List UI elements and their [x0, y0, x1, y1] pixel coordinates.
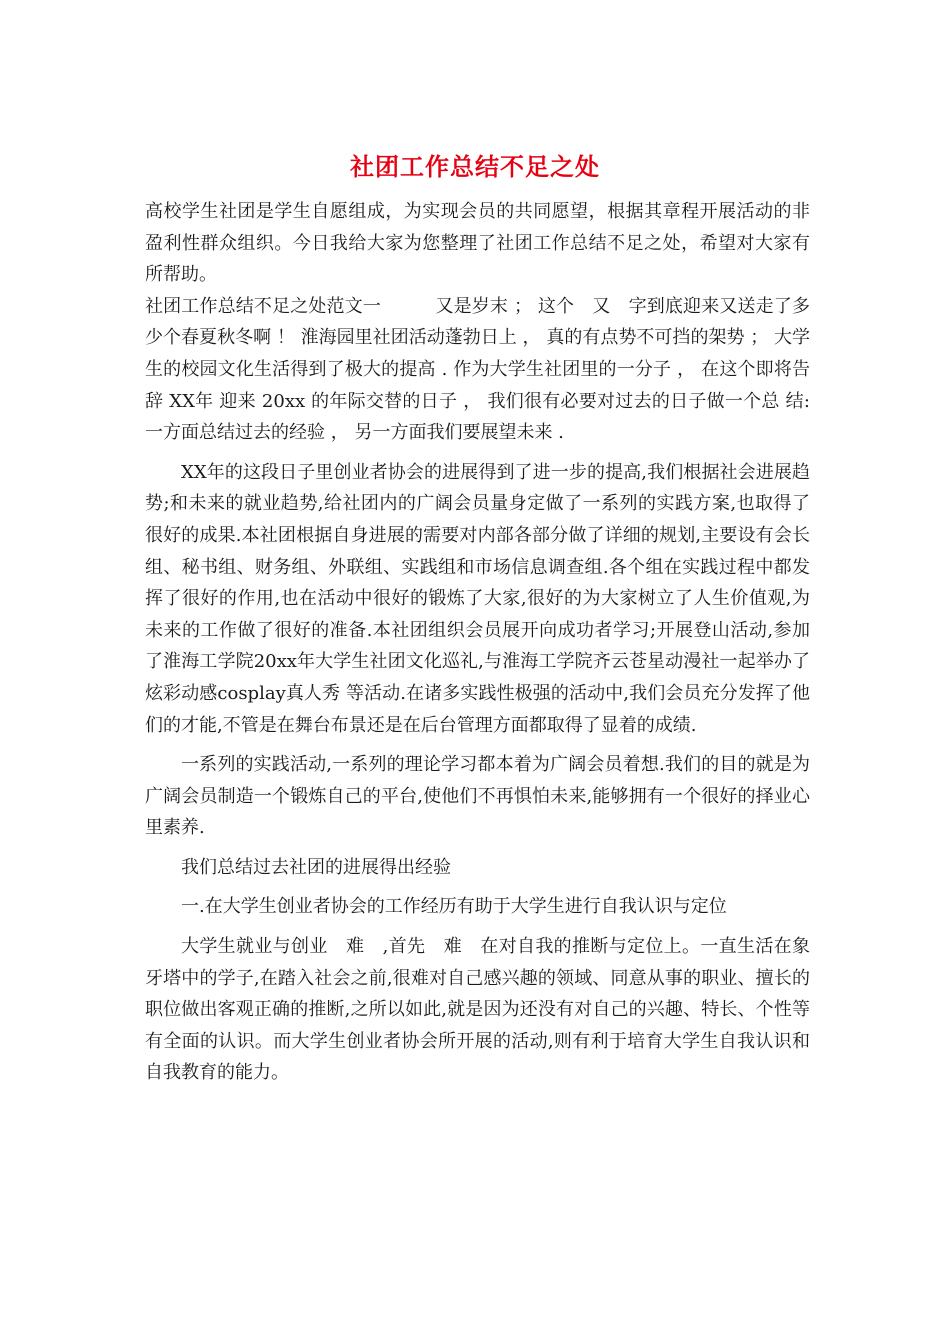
self-recognition-paragraph: 大学生就业与创业 难 ,首先 难 在对自我的推断与定位上。一直生活在象牙塔中的学子,在踏入社会之前,很难对自己感兴趣的领域、同意从事的职业、擅长的职位做出客观正确的推断,之所以如此,就是因为还没有对自己的兴趣、特长、个性等有全面的认识。而大学生创业者协会所开展的活动,则有利于培育大学生自我认识和自我教育的能力。: [145, 936, 810, 1084]
point-one-heading: 一.在大学生创业者协会的工作经历有助于大学生进行自我认识与定位: [181, 896, 727, 918]
sample-one-paragraph: 社团工作总结不足之处范文一 又是岁末 ； 这个 又 字到底迎来又送走了多少个春夏秋冬啊 ！ 淮海园里社团活动蓬勃日上 ， 真的有点势不可挡的架势 ； 大学生的校园文化生活得到了极大的提高 . 作为大学生社团里的一分子 ， 在这个即将告辞 XX年 迎来 20xx 的年际交替的日子 ， 我们很有必要对过去的日子做一个总 结: 一方面总结过去的经验 ， 另一方面我们要展望未来 .: [145, 295, 810, 444]
purpose-paragraph: 一系列的实践活动,一系列的理论学习都本着为广阔会员着想.我们的目的就是为广阔会员制造一个锻炼自己的平台,使他们不再惧怕未来,能够拥有一个很好的择业心里素养.: [145, 754, 810, 839]
document-body: [145, 196, 810, 1089]
achievements-paragraph: XX年的这段日子里创业者协会的进展得到了进一步的提高,我们根据社会进展趋势;和未来的就业趋势,给社团内的广阔会员量身定做了一系列的实践方案,也取得了很好的成果.本社团根据自身进展的需要对内部各部分做了详细的规划,主要设有会长组、秘书组、财务组、外联组、实践组和市场信息调查组.各个组在实践过程中都发挥了很好的作用,也在活动中很好的锻炼了大家,很好的为大家树立了人生价值观,为未来的工作做了很好的准备.本社团组织会员展开向成功者学习;开展登山活动,参加了淮海工学院20xx年大学生社团文化巡礼,与淮海工学院齐云苍星动漫社一起举办了 炫彩动感cosplay真人秀 等活动.在诸多实践性极强的活动中,我们会员充分发挥了他们的才能,不管是在舞台布景还是在后台管理方面都取得了显着的成绩.: [145, 461, 810, 736]
experience-heading: 我们总结过去社团的进展得出经验: [181, 856, 451, 878]
document-title: 社团工作总结不足之处: [350, 152, 600, 181]
intro-paragraph: 高校学生社团是学生自愿组成，为实现会员的共同愿望，根据其章程开展活动的非盈利性群众组织。今日我给大家为您整理了社团工作总结不足之处，希望对大家有所帮助。: [145, 201, 810, 286]
